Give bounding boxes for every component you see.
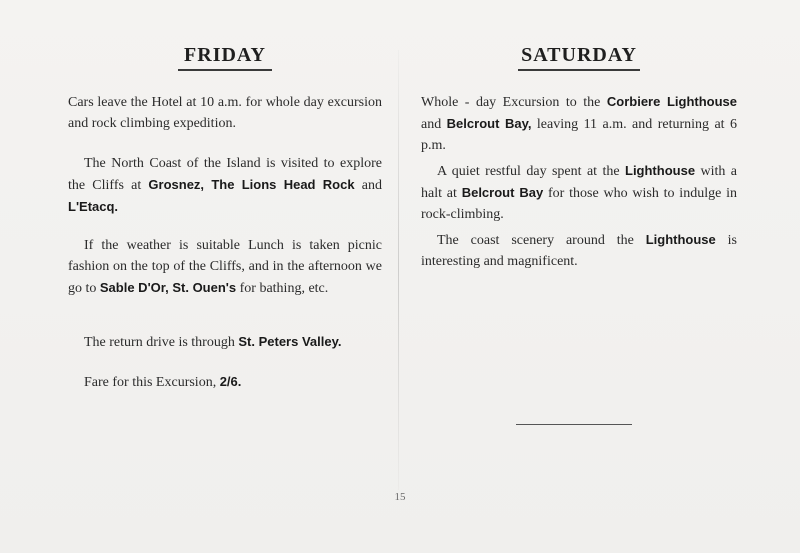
saturday-paragraph-2 [421,160,737,225]
friday-p3-places: Sable D'Or, St. Ouen's [99,280,237,295]
friday-p2-text-1: The North Coast of the Island is visited to explore the Cliffs at [68,156,382,193]
saturday-p3-place-lighthouse: Lighthouse [645,232,716,247]
saturday-p1-text-2: and [421,117,447,132]
saturday-p1-place-belcrout: Belcrout Bay, [446,116,532,131]
friday-p2-text-2: and [354,178,382,193]
saturday-paragraph-1 [421,91,737,156]
saturday-heading [421,44,737,71]
friday-heading-text: FRIDAY [178,44,272,71]
page-number: 15 [394,491,406,503]
friday-p5-text: Fare for this Excursion, [84,375,220,390]
saturday-p2-place-belcrout: Belcrout Bay [461,185,544,200]
saturday-p1-text-3: leaving 11 a.m. and returning at 6 p.m. [421,117,738,153]
friday-p3-text-1: If the weather is suitable Lunch is taken picnic fashion on the top of the Cliffs, and in the afternoon we go to [68,238,382,296]
friday-p2-places: Grosnez, The Lions Head Rock [148,177,355,192]
saturday-p3-text-1: The coast scenery around the [437,233,646,248]
saturday-p1-place-corbiere: Corbiere Lighthouse [606,94,737,109]
friday-p2-place-letacq: L'Etacq. [68,199,119,214]
saturday-p2-place-lighthouse: Lighthouse [625,163,696,178]
friday-paragraph-1 [68,92,382,134]
saturday-p1-text-1: Whole - day Excursion to the [421,95,607,110]
end-rule [516,424,632,425]
saturday-p2-text-3: for those who wish to indulge in rock-climbing. [421,186,737,222]
friday-p4-text: The return drive is through [84,335,239,350]
saturday-heading-text: SATURDAY [518,44,640,71]
friday-p1-text: Cars leave the Hotel at 10 a.m. for whole day excursion and rock climbing expedition. [68,95,382,131]
page-fold [398,50,399,490]
saturday-p3-text-2: is interesting and magnificent. [421,233,737,269]
friday-heading [68,44,382,71]
saturday-p2-text-2: with a halt at [421,164,737,201]
friday-paragraph-4 [68,331,382,353]
saturday-paragraph-3 [421,229,737,272]
friday-paragraph-2 [68,153,382,218]
friday-fare: 2/6. [219,374,242,389]
friday-p3-text-2: for bathing, etc. [236,281,329,296]
saturday-p2-text-1: A quiet restful day spent at the [437,164,625,179]
friday-paragraph-5 [68,371,382,393]
friday-p4-place: St. Peters Valley. [238,334,342,349]
friday-paragraph-3 [68,235,382,299]
